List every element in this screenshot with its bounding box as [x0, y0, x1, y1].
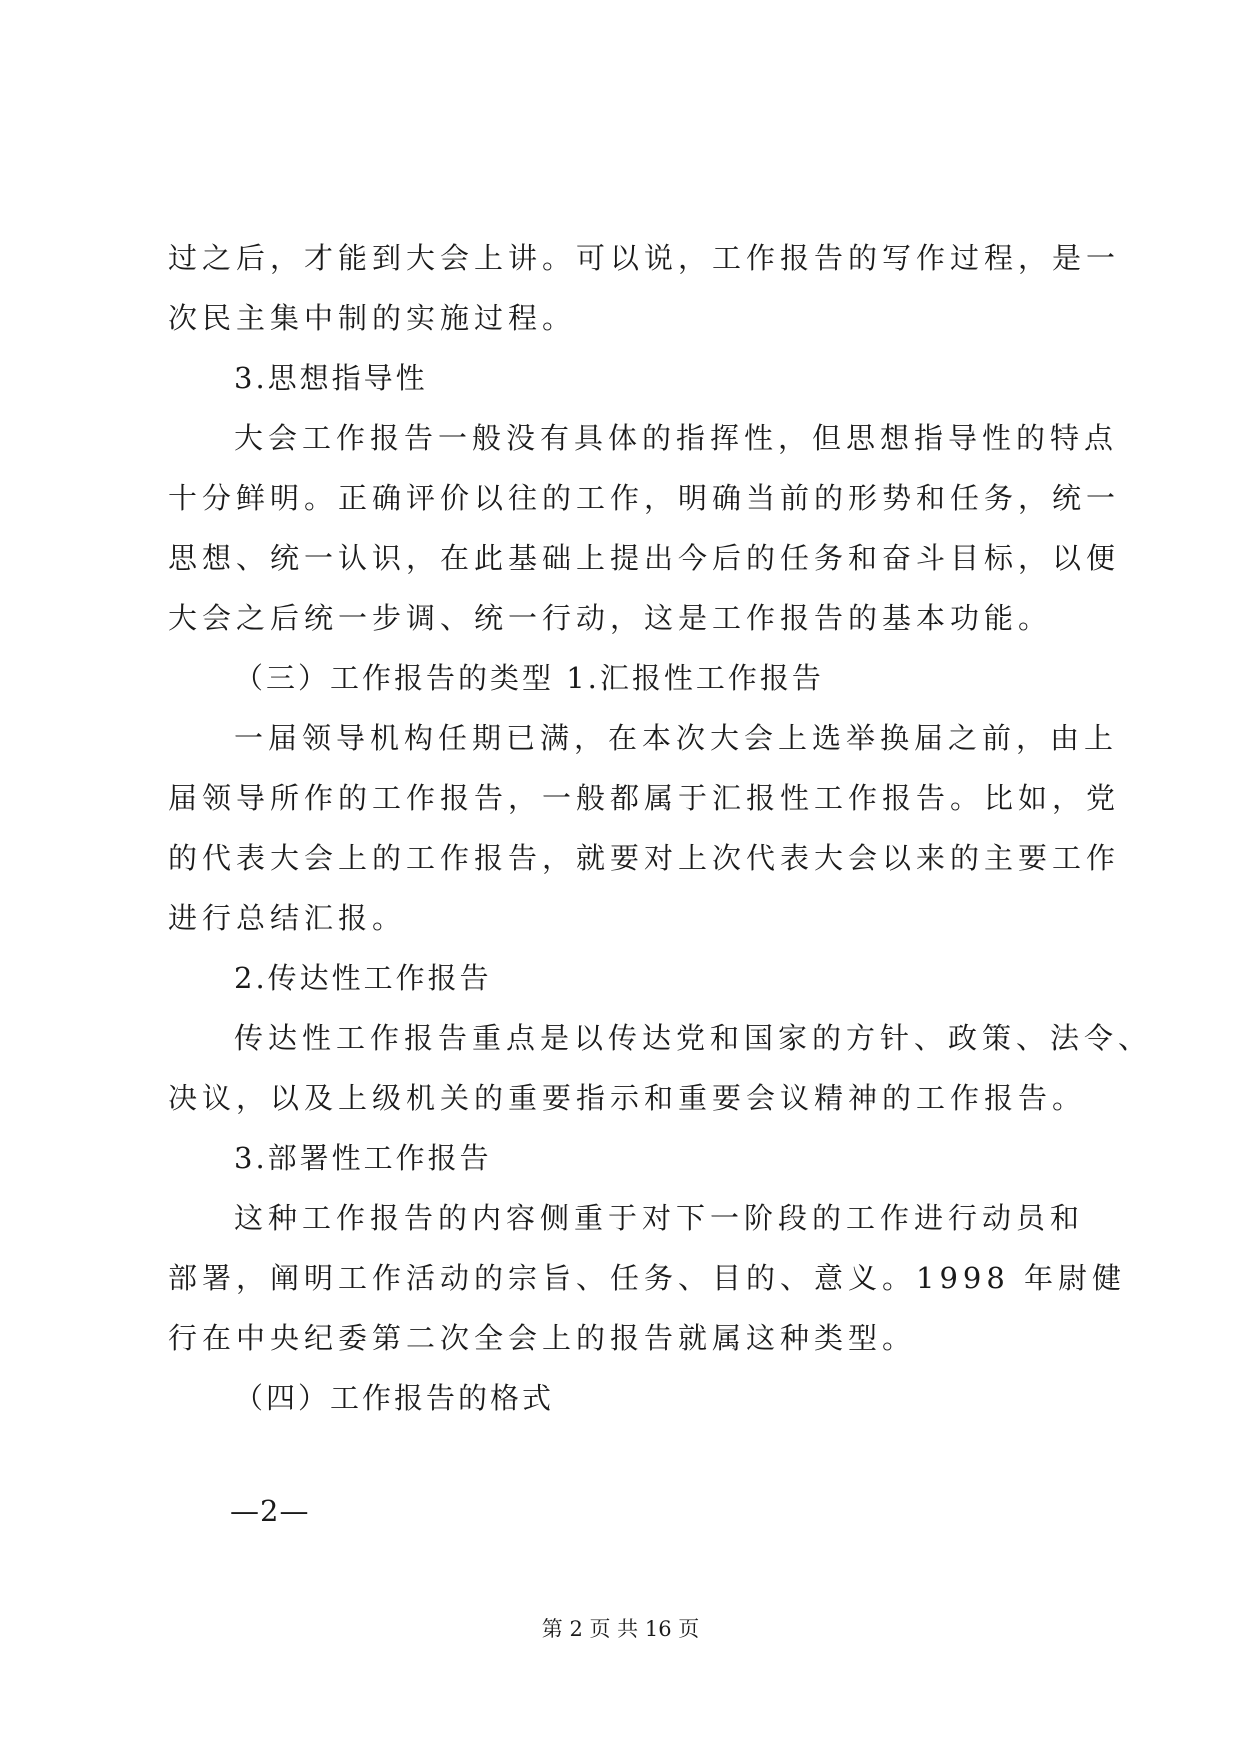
- section-heading: （三）工作报告的类型 1.汇报性工作报告: [234, 661, 824, 695]
- paragraph-line: 一届领导机构任期已满，在本次大会上选举换届之前，由上: [234, 721, 1119, 755]
- paragraph-line: 这种工作报告的内容侧重于对下一阶段的工作进行动员和: [234, 1201, 1085, 1235]
- paragraph-line: 思想、统一认识，在此基础上提出今后的任务和奋斗目标，以便: [168, 541, 1121, 575]
- paragraph-line: 次民主集中制的实施过程。: [168, 301, 577, 335]
- document-body: [168, 228, 1153, 1428]
- section-heading: 3.部署性工作报告: [234, 1141, 492, 1175]
- section-heading: （四）工作报告的格式: [234, 1381, 555, 1415]
- paragraph-line: 部署，阐明工作活动的宗旨、任务、目的、意义。1998 年尉健: [168, 1261, 1127, 1295]
- paragraph-line: 决议，以及上级机关的重要指示和重要会议精神的工作报告。: [168, 1081, 1087, 1115]
- page-footer: 第 2 页 共 16 页: [541, 1617, 700, 1641]
- paragraph-line: 进行总结汇报。: [168, 901, 407, 935]
- paragraph-line: 传达性工作报告重点是以传达党和国家的方针、政策、法令、: [234, 1021, 1153, 1055]
- paragraph-line: 十分鲜明。正确评价以往的工作，明确当前的形势和任务，统一: [168, 481, 1121, 515]
- page-number-mark: —2—: [230, 1494, 310, 1528]
- paragraph-line: 过之后，才能到大会上讲。可以说，工作报告的写作过程，是一: [168, 241, 1121, 275]
- paragraph-line: 的代表大会上的工作报告，就要对上次代表大会以来的主要工作: [168, 841, 1121, 875]
- section-heading: 3.思想指导性: [234, 361, 428, 395]
- paragraph-line: 大会工作报告一般没有具体的指挥性，但思想指导性的特点: [234, 421, 1119, 455]
- section-heading: 2.传达性工作报告: [234, 961, 492, 995]
- paragraph-line: 大会之后统一步调、统一行动，这是工作报告的基本功能。: [168, 601, 1053, 635]
- paragraph-line: 行在中央纪委第二次全会上的报告就属这种类型。: [168, 1321, 917, 1355]
- paragraph-line: 届领导所作的工作报告，一般都属于汇报性工作报告。比如，党: [168, 781, 1121, 815]
